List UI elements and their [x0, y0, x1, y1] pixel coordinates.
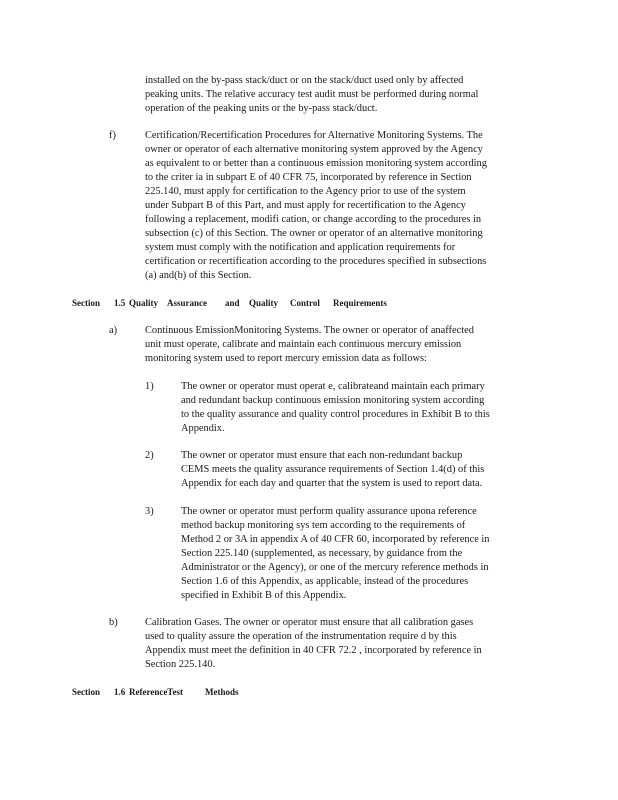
- heading-word: Quality: [129, 298, 159, 308]
- text-line: Calibration Gases. The owner or operator must ensure that all calibration gases: [145, 617, 474, 628]
- text-line: The owner or operator must operat e, calibrateand maintain each primary: [181, 381, 485, 392]
- text-line: Continuous EmissionMonitoring Systems. The owner or operator of anaffected: [145, 325, 474, 336]
- text-line: 225.140, must apply for certification to the Agency prior to use of the system: [145, 186, 466, 197]
- heading-word: and: [225, 298, 240, 308]
- text-line: method backup monitoring sys tem according to the requirements of: [181, 520, 466, 531]
- section-number: 1.6: [114, 687, 126, 697]
- text-line: Appendix.: [181, 423, 225, 434]
- item-a-paragraph: [145, 324, 533, 366]
- text-line: unit must operate, calibrate and maintain each continuous mercury emission: [145, 339, 462, 350]
- text-line: Section 1.6 of this Appendix, as applicable, instead of the procedures: [181, 576, 469, 587]
- text-line: Section 225.140.: [145, 659, 216, 670]
- heading-word: Assurance: [167, 298, 207, 308]
- item-b-paragraph: [145, 616, 533, 672]
- text-line: CEMS meets the quality assurance requirements of Section 1.4(d) of this: [181, 464, 485, 475]
- text-line: peaking units. The relative accuracy test audit must be performed during normal: [145, 89, 479, 100]
- section-1-5-heading: [72, 297, 387, 309]
- text-line: specified in Exhibit B of this Appendix.: [181, 590, 347, 601]
- section-1-6-heading: [72, 686, 239, 698]
- text-line: as equivalent to or better than a continuous emission monitoring system according: [145, 158, 487, 169]
- heading-word: Control: [290, 298, 320, 308]
- text-line: system must comply with the notification and application requirements for: [145, 242, 456, 253]
- text-line: Section 225.140 (supplemented, as necessary, by guidance from the: [181, 548, 463, 559]
- text-line: owner or operator of each alternative monitoring system approved by the Agency: [145, 144, 483, 155]
- text-line: monitoring system used to report mercury emission data as follows:: [145, 353, 427, 364]
- text-line: The owner or operator must ensure that each non-redundant backup: [181, 450, 463, 461]
- sub-item-3-paragraph: [181, 505, 537, 603]
- text-line: certification or recertification according to the procedures specified in subsections: [145, 256, 487, 267]
- sub-item-1-label: 1): [145, 381, 154, 392]
- section-label: Section: [72, 687, 100, 697]
- text-line: (a) and(b) of this Section.: [145, 270, 252, 281]
- text-line: installed on the by-pass stack/duct or on the stack/duct used only by affected: [145, 75, 464, 86]
- section-number: 1.5: [114, 298, 126, 308]
- text-line: to the quality assurance and quality control procedures in Exhibit B to this: [181, 409, 490, 420]
- text-line: Certification/Recertification Procedures for Alternative Monitoring Systems. The: [145, 130, 483, 141]
- item-a-label: a): [109, 325, 118, 336]
- text-line: used to quality assure the operation of the instrumentation require d by this: [145, 631, 457, 642]
- heading-word: Quality: [249, 298, 279, 308]
- intro-paragraph: [145, 74, 531, 116]
- item-f-label: f): [109, 130, 116, 141]
- text-line: following a replacement, modifi cation, or change according to the procedures in: [145, 214, 482, 225]
- heading-word: Methods: [205, 687, 239, 697]
- text-line: under Subpart B of this Part, and must apply for recertification to the Agency: [145, 200, 466, 211]
- sub-item-2-paragraph: [181, 449, 533, 491]
- text-line: The owner or operator must perform quality assurance upona reference: [181, 506, 477, 517]
- sub-item-2-label: 2): [145, 450, 154, 461]
- text-line: Method 2 or 3A in appendix A of 40 CFR 60, incorporated by reference in: [181, 534, 490, 545]
- text-line: and redundant backup continuous emission monitoring system according: [181, 395, 485, 406]
- text-line: subsection (c) of this Section. The owner or operator of an alternative monitoring: [145, 228, 483, 239]
- heading-word: ReferenceTest: [129, 687, 183, 697]
- section-label: Section: [72, 298, 100, 308]
- item-b-label: b): [109, 617, 118, 628]
- item-f-paragraph: [145, 129, 537, 283]
- text-line: Administrator or the Agency), or one of the mercury reference methods in: [181, 562, 489, 573]
- sub-item-1-paragraph: [181, 380, 537, 436]
- text-line: operation of the peaking units or the by-pass stack/duct.: [145, 103, 378, 114]
- heading-word: Requirements: [333, 298, 387, 308]
- sub-item-3-label: 3): [145, 506, 154, 517]
- text-line: Appendix for each day and quarter that the system is used to report data.: [181, 478, 483, 489]
- text-line: Appendix must meet the definition in 40 CFR 72.2 , incorporated by reference in: [145, 645, 482, 656]
- text-line: to the criter ia in subpart E of 40 CFR 75, incorporated by reference in Section: [145, 172, 472, 183]
